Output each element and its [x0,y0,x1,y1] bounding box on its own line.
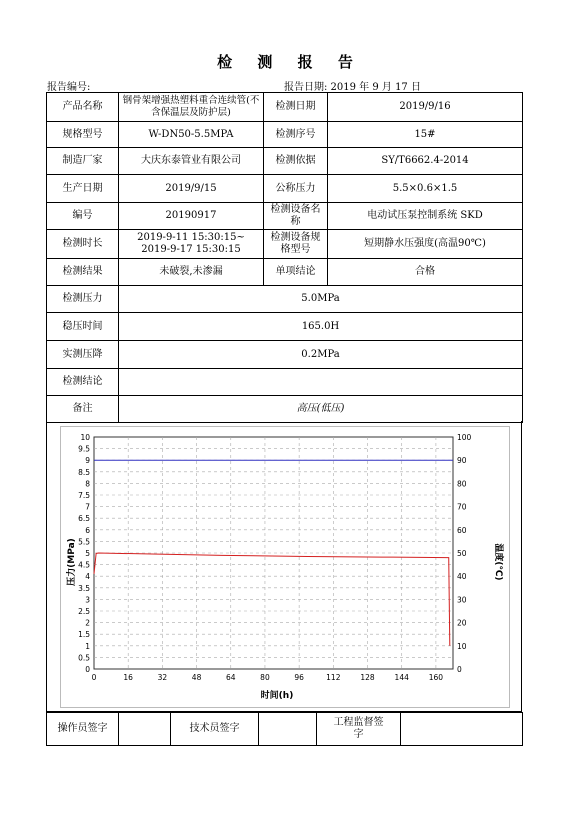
test-pressure-value: 5.0MPa [119,286,523,313]
x-tick-label: 128 [360,673,375,682]
test-date-label: 检测日期 [264,93,328,122]
prod-date-label: 生产日期 [47,175,119,203]
y-tick-label: 7 [85,502,90,512]
equip-model-label: 检测设备规格型号 [264,230,328,259]
remark-value: 高压(低压) [119,396,523,423]
hold-time-value: 165.0H [119,313,523,341]
product-name-label: 产品名称 [47,93,119,122]
nominal-pressure-label: 公称压力 [264,175,328,203]
y-tick-label: 3 [85,595,90,605]
y2-tick-label: 70 [457,502,467,512]
basis-value: SY/T6662.4-2014 [328,148,523,175]
y-axis-label: 压力(MPa) [67,538,77,586]
conclusion-label: 检测结论 [47,369,119,396]
y-tick-label: 6 [85,525,90,535]
maker-label: 制造厂家 [47,148,119,175]
y2-tick-label: 90 [457,456,467,466]
result-label: 检测结果 [47,259,119,286]
operator-sign-box[interactable] [119,713,171,746]
x-tick-label: 64 [225,673,236,682]
pressure-chart [61,427,509,707]
y-tick-label: 10 [80,433,90,442]
seq-label: 检测序号 [264,122,328,148]
equip-name-value: 电动试压泵控制系统 SKD [328,203,523,230]
y-tick-label: 3.5 [78,583,90,593]
y2-tick-label: 40 [457,572,467,582]
maker-value: 大庆东泰管业有限公司 [119,148,264,175]
number-value: 20190917 [119,203,264,230]
y2-tick-label: 80 [457,479,467,489]
duration-end: 2019-9-17 15:30:15 [141,244,241,255]
y2-tick-label: 60 [457,525,467,535]
equip-model-value: 短期静水压强度(高温90℃) [328,230,523,259]
x-tick-label: 48 [191,673,202,682]
x-tick-label: 16 [123,673,133,682]
y-tick-label: 8.5 [78,467,90,477]
pressure-drop-value: 0.2MPa [119,341,523,369]
remark-label: 备注 [47,396,119,423]
tech-sign-label: 技术员签字 [171,713,259,746]
number-label: 编号 [47,203,119,230]
y-tick-label: 1 [85,641,90,651]
tech-sign-box[interactable] [259,713,317,746]
test-date-value: 2019/9/16 [328,93,523,122]
duration-label: 检测时长 [47,230,119,259]
chart-frame [60,426,510,708]
supervisor-sign-label: 工程监督签字 [317,713,401,746]
y-tick-label: 8 [85,479,90,489]
chart-cell [46,421,522,712]
y-tick-label: 9 [85,456,90,466]
y2-tick-label: 0 [457,665,462,674]
y-tick-label: 0 [85,665,90,674]
result-value: 未破裂,未渗漏 [119,259,264,286]
y-tick-label: 2.5 [78,607,90,616]
spec-value: W-DN50-5.5MPA [119,122,264,148]
x-tick-label: 80 [260,673,270,682]
y2-tick-label: 10 [457,641,467,651]
report-date: 报告日期: 2019 年 9 月 17 日 [284,82,421,93]
test-pressure-label: 检测压力 [47,286,119,313]
y-tick-label: 6.5 [78,514,90,524]
y-tick-label: 2 [85,618,90,628]
plot-area [94,437,453,669]
prod-date-value: 2019/9/15 [119,175,264,203]
report-number-label: 报告编号: [47,82,91,93]
nominal-pressure-value: 5.5×0.6×1.5 [328,175,523,203]
signature-table [46,712,523,746]
y-tick-label: 9.5 [78,444,90,454]
x-axis-label: 时间(h) [260,691,294,701]
spec-label: 规格型号 [47,122,119,148]
y-tick-label: 4.5 [78,560,90,570]
item-conclusion-value: 合格 [328,259,523,286]
x-tick-label: 32 [157,673,168,682]
operator-sign-label: 操作员签字 [47,713,119,746]
y-tick-label: 1.5 [78,630,90,640]
y-tick-label: 0.5 [78,653,90,663]
report-table [46,92,523,423]
equip-name-label: 检测设备名称 [264,203,328,230]
y2-tick-label: 50 [457,549,467,558]
y2-tick-label: 100 [457,433,472,442]
hold-time-label: 稳压时间 [47,313,119,341]
x-tick-label: 96 [294,673,304,682]
pressure-drop-label: 实测压降 [47,341,119,369]
product-name-value: 钢骨架增强热塑料重合连续管(不含保温层及防护层) [119,93,264,122]
y-tick-label: 5.5 [78,537,90,547]
x-tick-label: 144 [394,673,409,682]
supervisor-sign-box[interactable] [401,713,523,746]
report-title: 检 测 报 告 [217,53,363,71]
x-tick-label: 112 [326,673,341,682]
item-conclusion-label: 单项结论 [264,259,328,286]
seq-value: 15# [328,122,523,148]
x-tick-label: 0 [91,673,97,682]
duration-value [119,230,264,259]
y2-tick-label: 30 [457,595,467,605]
y-tick-label: 5 [85,549,90,558]
y-tick-label: 7.5 [78,491,90,500]
y2-tick-label: 20 [457,618,467,628]
basis-label: 检测依据 [264,148,328,175]
conclusion-value [119,369,523,396]
y-tick-label: 4 [85,572,90,582]
y2-axis-label: 温度(℃) [493,543,503,581]
x-tick-label: 160 [428,673,444,682]
duration-start: 2019-9-11 15:30:15~ [137,232,245,243]
